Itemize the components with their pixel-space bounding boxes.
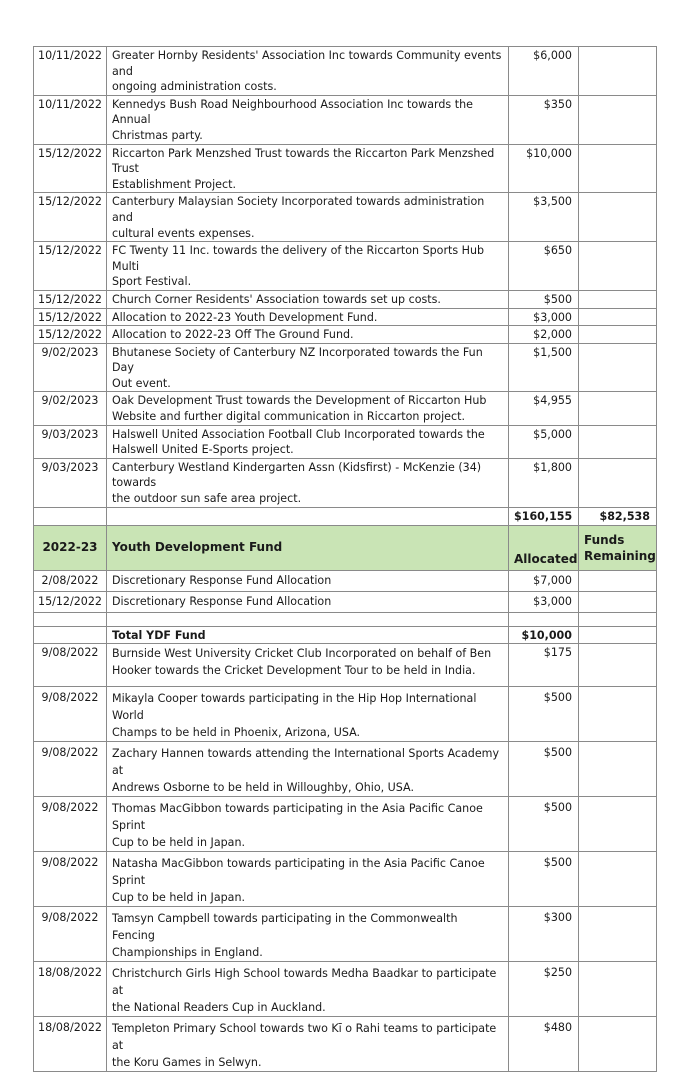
grant-amount: $5,000 <box>509 425 579 458</box>
grant-date: 9/08/2022 <box>34 852 107 907</box>
funds-remaining-cell <box>579 95 657 144</box>
grant-amount: $3,000 <box>509 308 579 326</box>
grant-description-line: Burnside West University Cricket Club Incorporated on behalf of Ben <box>112 647 492 661</box>
funds-header-line: Funds <box>584 533 625 548</box>
grant-description-line: Christchurch Girls High School towards Medha Baadkar to participate at <box>112 967 497 998</box>
funds-remaining-cell <box>579 852 657 907</box>
grant-description-line: Tamsyn Campbell towards participating in the Commonwealth Fencing <box>112 912 458 943</box>
allocation-description: Discretionary Response Fund Allocation <box>107 591 509 612</box>
funds-header-line: Remaining <box>584 549 656 564</box>
table-row <box>34 308 657 326</box>
table-row <box>34 392 657 425</box>
grant-date: 15/12/2022 <box>34 290 107 308</box>
grant-description-line: Riccarton Park Menzshed Trust towards the Riccarton Park Menzshed Trust <box>112 146 495 176</box>
grant-date: 15/12/2022 <box>34 308 107 326</box>
grant-amount: $480 <box>509 1017 579 1072</box>
funds-remaining-cell <box>579 425 657 458</box>
grant-amount: $3,500 <box>509 193 579 242</box>
grant-description-line: Website and further digital communication in Riccarton project. <box>112 410 465 424</box>
grant-description <box>107 343 509 392</box>
funds-remaining-cell <box>579 242 657 291</box>
grant-description <box>107 425 509 458</box>
grant-description-line: Halswell United Association Football Club Incorporated towards the <box>112 427 485 441</box>
grant-description-line: Champs to be held in Phoenix, Arizona, USA. <box>112 726 361 740</box>
grant-date: 18/08/2022 <box>34 962 107 1017</box>
allocation-amount: $3,000 <box>509 591 579 612</box>
table-row <box>34 852 657 907</box>
grant-date: 9/08/2022 <box>34 742 107 797</box>
grant-date: 9/08/2022 <box>34 644 107 687</box>
grant-date: 9/08/2022 <box>34 797 107 852</box>
grant-amount: $10,000 <box>509 144 579 193</box>
grant-description <box>107 193 509 242</box>
table-row <box>34 458 657 507</box>
grant-amount: $500 <box>509 687 579 742</box>
grant-date: 18/08/2022 <box>34 1017 107 1072</box>
grant-description-line: the National Readers Cup in Auckland. <box>112 1001 326 1015</box>
grant-description-line: the outdoor sun safe area project. <box>112 492 302 506</box>
grant-description-line: Championships in England. <box>112 946 263 960</box>
grant-date: 15/12/2022 <box>34 144 107 193</box>
funds-remaining-cell <box>579 47 657 96</box>
ydf-total-amount: $10,000 <box>509 626 579 644</box>
grant-amount: $650 <box>509 242 579 291</box>
grant-amount: $6,000 <box>509 47 579 96</box>
empty-cell <box>34 612 107 626</box>
funds-remaining-cell <box>579 907 657 962</box>
grant-amount: $250 <box>509 962 579 1017</box>
grant-description-line: Canterbury Malaysian Society Incorporated towards administration and <box>112 195 485 224</box>
table-row <box>34 570 657 591</box>
grant-description-line: Kennedys Bush Road Neighbourhood Association Inc towards the Annual <box>112 97 473 127</box>
table-row <box>34 1017 657 1072</box>
table-row <box>34 343 657 392</box>
funds-remaining-cell <box>579 392 657 425</box>
empty-cell <box>107 612 509 626</box>
grant-description-line: Hooker towards the Cricket Development Tour to be held in India. <box>112 664 476 678</box>
grant-description-line: Cup to be held in Japan. <box>112 836 246 850</box>
grant-description-line: Bhutanese Society of Canterbury NZ Incorporated towards the Fun Day <box>112 345 483 375</box>
funds-remaining-cell <box>579 458 657 507</box>
grant-description-line: the Koru Games in Selwyn. <box>112 1056 262 1070</box>
grant-description-line: Establishment Project. <box>112 177 236 191</box>
grant-date: 10/11/2022 <box>34 95 107 144</box>
grant-description-line: Oak Development Trust towards the Development of Riccarton Hub <box>112 394 487 408</box>
funds-remaining-cell <box>579 570 657 591</box>
table-row <box>34 962 657 1017</box>
grant-description-line: Mikayla Cooper towards participating in the Hip Hop International World <box>112 692 477 723</box>
table-row <box>34 907 657 962</box>
grant-description <box>107 742 509 797</box>
grant-description-line: Thomas MacGibbon towards participating in the Asia Pacific Canoe Sprint <box>112 802 483 833</box>
table-row <box>34 326 657 344</box>
table-row <box>34 47 657 96</box>
table-row <box>34 144 657 193</box>
table-row <box>34 425 657 458</box>
grant-description <box>107 907 509 962</box>
funds-remaining-cell <box>579 308 657 326</box>
funds-remaining-column-header <box>579 525 657 570</box>
grant-date: 9/02/2023 <box>34 343 107 392</box>
table-row <box>34 95 657 144</box>
grant-description-line: cultural events expenses. <box>112 226 255 240</box>
ydf-total-label: Total YDF Fund <box>107 626 509 644</box>
funds-remaining-cell <box>579 742 657 797</box>
grant-date: 15/12/2022 <box>34 326 107 344</box>
table-row <box>34 797 657 852</box>
section-period: 2022-23 <box>34 525 107 570</box>
funds-remaining-cell <box>579 797 657 852</box>
grant-description-line: Templeton Primary School towards two Kī o Rahi teams to participate at <box>112 1022 497 1053</box>
table-row <box>34 687 657 742</box>
totals-row <box>34 507 657 525</box>
grant-date: 9/02/2023 <box>34 392 107 425</box>
table-row <box>34 644 657 687</box>
grant-description-line: ongoing administration costs. <box>112 80 277 94</box>
funds-remaining-cell <box>579 1017 657 1072</box>
funds-remaining-cell <box>579 343 657 392</box>
empty-cell <box>579 612 657 626</box>
grant-description-line: Christmas party. <box>112 128 203 142</box>
grant-date: 9/08/2022 <box>34 907 107 962</box>
funds-remaining-cell <box>579 644 657 687</box>
table-row <box>34 742 657 797</box>
grant-description-line: Natasha MacGibbon towards participating in the Asia Pacific Canoe Sprint <box>112 857 485 888</box>
grant-amount: $350 <box>509 95 579 144</box>
grants-table <box>33 46 657 1072</box>
allocated-column-header: Allocated <box>509 525 579 570</box>
table-row <box>34 193 657 242</box>
grant-description <box>107 392 509 425</box>
grant-amount: $500 <box>509 797 579 852</box>
grant-amount: $500 <box>509 290 579 308</box>
funds-remaining-cell <box>579 326 657 344</box>
grant-description-line: FC Twenty 11 Inc. towards the delivery of the Riccarton Sports Hub Multi <box>112 244 485 273</box>
funds-remaining-cell <box>579 591 657 612</box>
empty-row <box>34 612 657 626</box>
allocation-amount: $7,000 <box>509 570 579 591</box>
grant-date: 9/03/2023 <box>34 458 107 507</box>
grant-description-line: Sport Festival. <box>112 275 192 289</box>
grant-description-line: Halswell United E-Sports project. <box>112 443 294 457</box>
grant-description <box>107 644 509 687</box>
section-header <box>34 525 657 570</box>
grant-description <box>107 47 509 96</box>
grant-amount: $2,000 <box>509 326 579 344</box>
grant-description: Allocation to 2022-23 Off The Ground Fund. <box>107 326 509 344</box>
empty-cell <box>34 507 107 525</box>
grant-description: Allocation to 2022-23 Youth Development Fund. <box>107 308 509 326</box>
grant-amount: $1,800 <box>509 458 579 507</box>
total-funds-remaining: $82,538 <box>579 507 657 525</box>
grant-amount: $1,500 <box>509 343 579 392</box>
empty-cell <box>34 626 107 644</box>
table-row <box>34 242 657 291</box>
allocation-date: 15/12/2022 <box>34 591 107 612</box>
grant-description <box>107 458 509 507</box>
grant-description <box>107 852 509 907</box>
section-title: Youth Development Fund <box>107 525 509 570</box>
grant-description-line: Out event. <box>112 376 171 390</box>
grant-date: 9/03/2023 <box>34 425 107 458</box>
grant-description <box>107 144 509 193</box>
table-row <box>34 290 657 308</box>
grant-description-line: Cup to be held in Japan. <box>112 891 246 905</box>
grant-date: 10/11/2022 <box>34 47 107 96</box>
funds-remaining-cell <box>579 290 657 308</box>
funds-remaining-cell <box>579 193 657 242</box>
ydf-total-row <box>34 626 657 644</box>
grant-description-line: Greater Hornby Residents' Association Inc towards Community events and <box>112 49 502 78</box>
grant-date: 9/08/2022 <box>34 687 107 742</box>
allocation-date: 2/08/2022 <box>34 570 107 591</box>
grant-description <box>107 687 509 742</box>
grant-date: 15/12/2022 <box>34 242 107 291</box>
grant-description-line: Canterbury Westland Kindergarten Assn (Kidsfirst) - McKenzie (34) towards <box>112 460 482 490</box>
funds-remaining-cell <box>579 687 657 742</box>
grant-description <box>107 242 509 291</box>
grant-description <box>107 797 509 852</box>
table-row <box>34 591 657 612</box>
funds-remaining-cell <box>579 962 657 1017</box>
grant-description <box>107 962 509 1017</box>
empty-cell <box>107 507 509 525</box>
grant-amount: $4,955 <box>509 392 579 425</box>
grant-description-line: Zachary Hannen towards attending the International Sports Academy at <box>112 747 500 778</box>
grant-amount: $175 <box>509 644 579 687</box>
funds-remaining-cell <box>579 144 657 193</box>
grant-description <box>107 1017 509 1072</box>
grant-date: 15/12/2022 <box>34 193 107 242</box>
total-allocated: $160,155 <box>509 507 579 525</box>
grant-description <box>107 95 509 144</box>
allocation-description: Discretionary Response Fund Allocation <box>107 570 509 591</box>
grant-description-line: Andrews Osborne to be held in Willoughby, Ohio, USA. <box>112 781 414 795</box>
empty-cell <box>509 612 579 626</box>
grant-amount: $300 <box>509 907 579 962</box>
grant-description: Church Corner Residents' Association towards set up costs. <box>107 290 509 308</box>
empty-cell <box>579 626 657 644</box>
grant-amount: $500 <box>509 852 579 907</box>
grant-amount: $500 <box>509 742 579 797</box>
